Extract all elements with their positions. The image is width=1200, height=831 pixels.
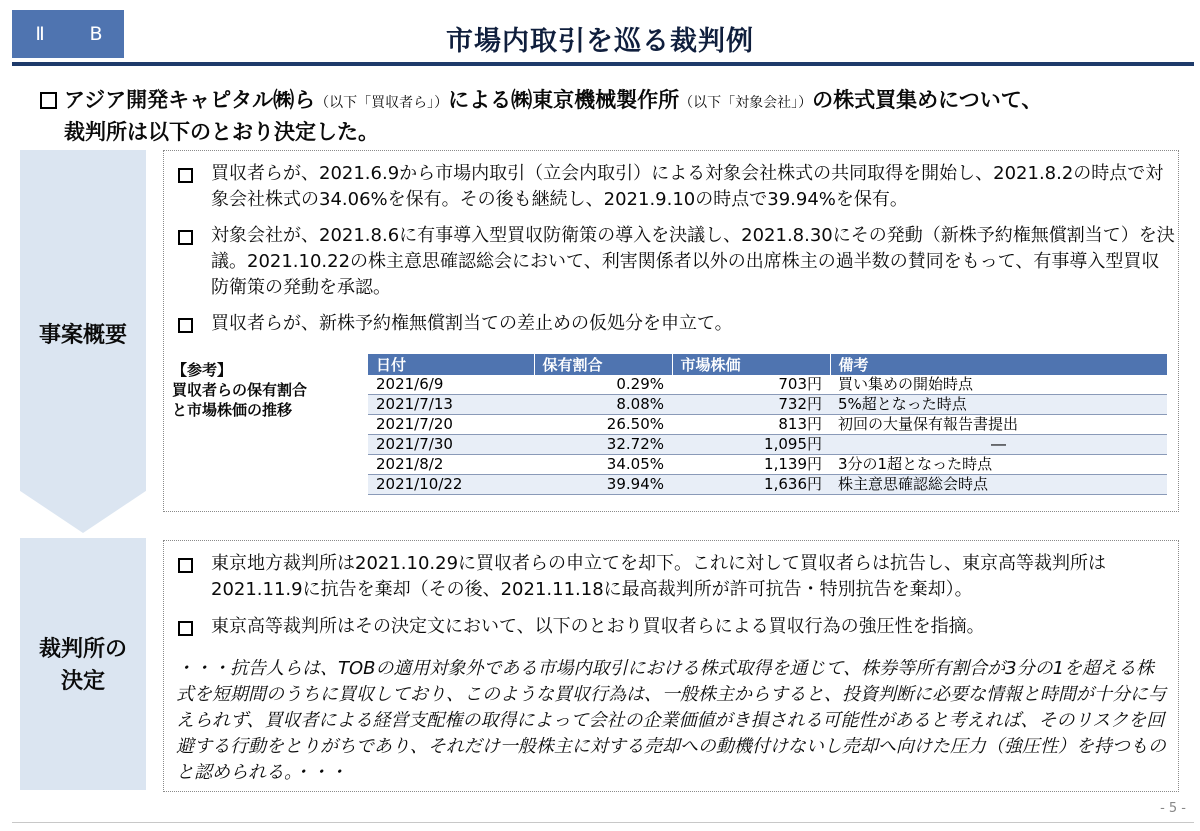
cell-note: ― bbox=[830, 435, 1167, 455]
cell-ratio: 34.05% bbox=[534, 455, 672, 475]
table-row bbox=[368, 395, 1167, 415]
table-row bbox=[368, 455, 1167, 475]
cell-ratio: 32.72% bbox=[534, 435, 672, 455]
col-header-notes: 備考 bbox=[830, 354, 1167, 375]
footer-rule bbox=[12, 822, 1194, 823]
col-header-price: 市場株価 bbox=[672, 354, 830, 375]
checkbox-square-icon bbox=[178, 621, 193, 636]
cell-date: 2021/6/9 bbox=[368, 375, 534, 395]
intro-part2-note: （以下「対象会社」） bbox=[679, 95, 813, 111]
subsection-badge: B bbox=[68, 10, 124, 58]
cell-ratio: 8.08% bbox=[534, 395, 672, 415]
cell-note: 買い集めの開始時点 bbox=[830, 375, 1167, 395]
cell-note: 株主意思確認総会時点 bbox=[830, 475, 1167, 495]
reference-label-line2: 買収者らの保有割合 bbox=[172, 381, 308, 399]
intro-part3: の株式買集めについて、 bbox=[812, 88, 1043, 112]
checkbox-square-icon bbox=[178, 168, 193, 183]
reference-label-line1: 【参考】 bbox=[172, 361, 233, 379]
cell-price: 732円 bbox=[672, 395, 830, 415]
facts-label: 事案概要 bbox=[38, 323, 127, 348]
cell-note: 初回の大量保有報告書提出 bbox=[830, 415, 1167, 435]
checkbox-square-icon bbox=[178, 230, 193, 245]
holdings-table bbox=[368, 354, 1168, 495]
reference-label bbox=[172, 360, 352, 420]
checkbox-square-icon bbox=[178, 558, 193, 573]
cell-note: 5%超となった時点 bbox=[830, 395, 1167, 415]
checkbox-square-icon bbox=[178, 318, 193, 333]
table-row bbox=[368, 435, 1167, 455]
cell-date: 2021/8/2 bbox=[368, 455, 534, 475]
cell-ratio: 39.94% bbox=[534, 475, 672, 495]
page-title: 市場内取引を巡る裁判例 bbox=[446, 26, 754, 57]
table-row bbox=[368, 375, 1167, 395]
col-header-ratio: 保有割合 bbox=[534, 354, 672, 375]
cell-ratio: 26.50% bbox=[534, 415, 672, 435]
cell-price: 813円 bbox=[672, 415, 830, 435]
cell-price: 703円 bbox=[672, 375, 830, 395]
intro-text bbox=[64, 86, 1184, 147]
cell-date: 2021/7/13 bbox=[368, 395, 534, 415]
intro-part1-note: （以下「買収者ら」） bbox=[315, 95, 449, 111]
table-row bbox=[368, 415, 1167, 435]
cell-note: 3分の1超となった時点 bbox=[830, 455, 1167, 475]
facts-bullet-2: 対象会社が、2021.8.6に有事導入型買収防衛策の導入を決議し、2021.8.30にその発動（新株予約権無償割当て）を決議。2021.10.22の株主意思確認総会において、利害関係者以外の出席株主の過半数の賛同をもって、有事導入型買収防衛策の発動を承認。 bbox=[211, 225, 1175, 298]
cell-price: 1,636円 bbox=[672, 475, 830, 495]
intro-line2: 裁判所は以下のとおり決定した。 bbox=[64, 120, 379, 144]
cell-date: 2021/10/22 bbox=[368, 475, 534, 495]
col-header-date: 日付 bbox=[368, 354, 534, 375]
intro-part1: アジア開発キャピタル㈱ら bbox=[64, 88, 316, 112]
cell-price: 1,139円 bbox=[672, 455, 830, 475]
page-number: - 5 - bbox=[1160, 801, 1186, 816]
cell-price: 1,095円 bbox=[672, 435, 830, 455]
checkbox-square-icon bbox=[40, 92, 57, 109]
decision-label bbox=[20, 634, 146, 698]
cell-date: 2021/7/30 bbox=[368, 435, 534, 455]
cell-ratio: 0.29% bbox=[534, 375, 672, 395]
header-rule bbox=[12, 62, 1194, 66]
table-header-row bbox=[368, 354, 1167, 375]
intro-part2: による㈱東京機械製作所 bbox=[448, 88, 680, 112]
section-badge: Ⅱ bbox=[12, 10, 68, 58]
decision-bullet-2: 東京高等裁判所はその決定文において、以下のとおり買収者らによる買収行為の強圧性を指摘。 bbox=[211, 616, 985, 637]
reference-label-line3: と市場株価の推移 bbox=[172, 401, 293, 419]
table-row bbox=[368, 475, 1167, 495]
court-quote: ・・・抗告人らは、TOBの適用対象外である市場内取引における株式取得を通じて、株券等所有割合が3分の1を超える株式を短期間のうちに買収しており、このような買収行為は、一般株主からすると、投資判断に必要な情報と時間が十分に与えられず、買収者による経営支配権の取得によって会社の企業価値がき損される可能性があると考えれば、そのリスクを回避する行動をとりがちであり、それだけ一般株主に対する売却への動機付けないし売却へ向けた圧力（強圧性）を持つものと認められる。・・・ bbox=[176, 658, 1166, 783]
decision-bullet-1: 東京地方裁判所は2021.10.29に買収者らの申立てを却下。これに対して買収者らは抗告し、東京高等裁判所は2021.11.9に抗告を棄却（その後、2021.11.18に最高裁判所が許可抗告・特別抗告を棄却）。 bbox=[211, 553, 1107, 600]
decision-label-line2: 決定 bbox=[60, 669, 105, 694]
facts-bullet-3: 買収者らが、新株予約権無償割当ての差止めの仮処分を申立て。 bbox=[211, 313, 733, 334]
decision-label-line1: 裁判所の bbox=[38, 637, 127, 662]
cell-date: 2021/7/20 bbox=[368, 415, 534, 435]
facts-bullet-1: 買収者らが、2021.6.9から市場内取引（立会内取引）による対象会社株式の共同取得を開始し、2021.8.2の時点で対象会社株式の34.06%を保有。その後も継続し、2021.9.10の時点で39.94%を保有。 bbox=[211, 163, 1164, 210]
